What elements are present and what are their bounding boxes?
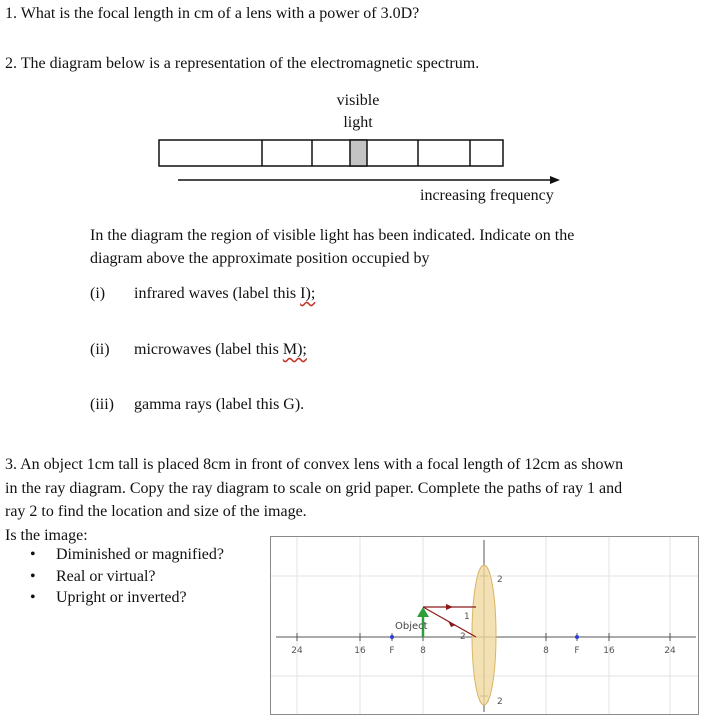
question-3-bullets (30, 544, 224, 609)
convex-lens (472, 565, 496, 705)
bullet-dot: • (30, 546, 36, 563)
item-text-flagged: I); (300, 285, 316, 302)
spectrum-bar (159, 140, 503, 166)
question-3 (5, 453, 705, 547)
bullet-item: • Diminished or magnified? (30, 544, 224, 566)
visible-label-line1: visible (336, 92, 380, 109)
ray-1-label: 1 (464, 612, 470, 622)
bottom-tick-label: 2 (497, 697, 503, 707)
item-text: gamma rays (label this G). (134, 396, 305, 413)
tick-label: F (574, 646, 580, 656)
item-gamma (90, 396, 304, 414)
item-number: (iii) (90, 396, 114, 413)
q3-line-4: Is the image: (5, 526, 88, 544)
tick-label: 24 (291, 646, 303, 656)
bullet-dot: • (30, 589, 36, 606)
tick-label: 24 (664, 646, 676, 656)
instruction-line-1: In the diagram the region of visible light has been indicated. Indicate on the (90, 227, 575, 244)
tick-label: 8 (420, 646, 426, 656)
tick-label: F (389, 646, 395, 656)
tick-label: 16 (603, 646, 615, 656)
frequency-arrowhead (550, 176, 560, 184)
item-microwaves (90, 341, 307, 359)
bullet-item: • Upright or inverted? (30, 587, 224, 609)
bullet-item: • Real or virtual? (30, 566, 224, 588)
question-2: 2. The diagram below is a representation of the electromagnetic spectrum. (5, 55, 480, 72)
focal-point-right (575, 635, 579, 639)
ray-diagram (270, 536, 699, 716)
top-tick-label: 2 (497, 575, 503, 585)
item-infrared (90, 285, 315, 303)
object-label: Object (395, 621, 428, 632)
item-text: microwaves (label this (134, 341, 283, 358)
item-text-flagged: M); (282, 341, 307, 358)
q3-line-1: 3. An object 1cm tall is placed 8cm in front of convex lens with a focal length of 12cm as shown (5, 456, 624, 473)
question-1: 1. What is the focal length in cm of a lens with a power of 3.0D? (5, 5, 420, 22)
frequency-label: increasing frequency (420, 187, 554, 204)
ray-2-label: 2 (460, 632, 466, 642)
item-number: (ii) (90, 341, 110, 358)
item-text: infrared waves (label this (134, 285, 301, 302)
tick-label: 16 (354, 646, 366, 656)
spectrum-diagram (0, 0, 707, 215)
focal-point-left (390, 635, 394, 639)
tick-label: 8 (543, 646, 549, 656)
visible-label-line2: light (343, 114, 373, 131)
bullet-dot: • (30, 567, 36, 585)
q3-line-2: in the ray diagram. Copy the ray diagram to scale on grid paper. Complete the paths of ray 1 and (5, 479, 623, 497)
item-number: (i) (90, 285, 106, 302)
instruction-line-2: diagram above the approximate position occupied by (90, 250, 430, 267)
q3-line-3: ray 2 to find the location and size of the image. (5, 503, 307, 520)
visible-light-band (350, 140, 367, 166)
